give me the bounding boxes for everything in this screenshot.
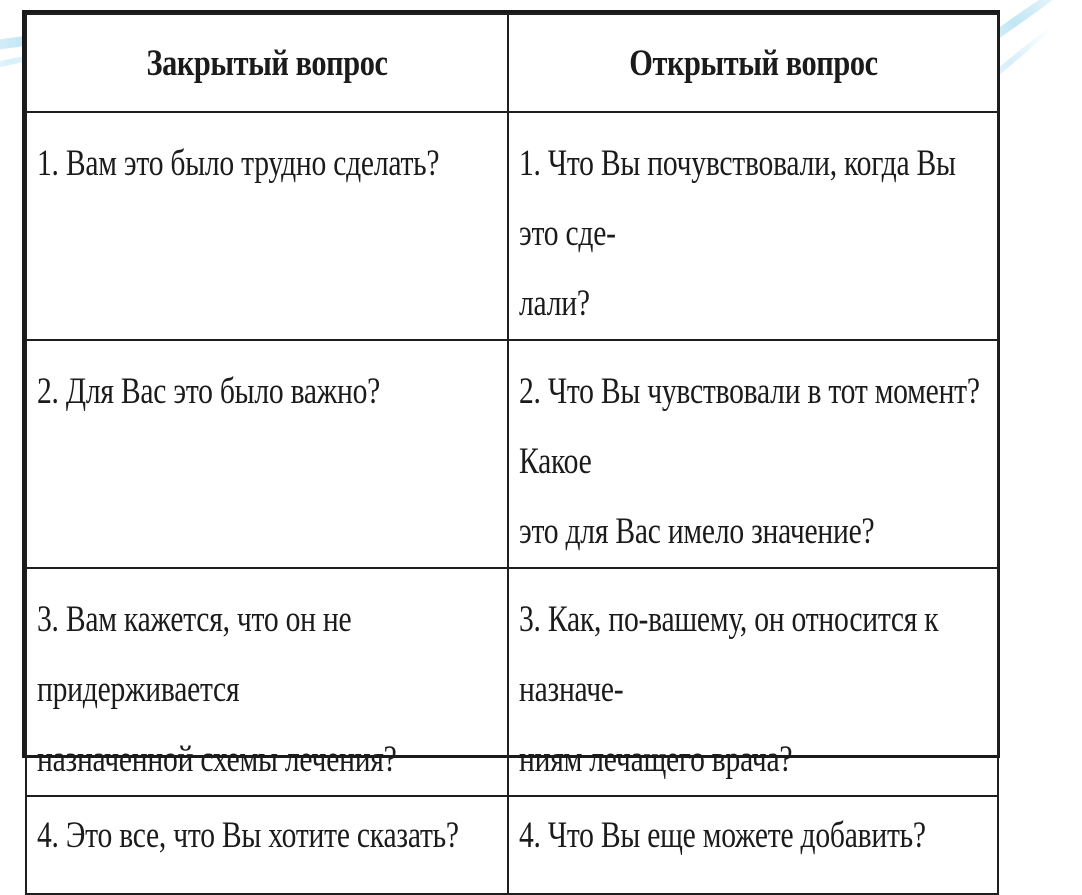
open-question-cell: 1. Что Вы почувствовали, когда Вы это сде- лали? xyxy=(508,112,998,340)
closed-question-cell: 1. Вам это было трудно сделать? xyxy=(26,112,508,340)
open-question-cell: 4. Что Вы еще можете добавить? xyxy=(508,796,998,894)
closed-question-cell: 4. Это все, что Вы хотите сказать? xyxy=(26,796,508,894)
table-header-row xyxy=(26,14,998,112)
header-closed-question: Закрытый вопрос xyxy=(26,14,508,112)
open-question-cell: 2. Что Вы чувствовали в тот момент? Какое это для Вас имело значение? xyxy=(508,340,998,568)
table-row xyxy=(26,340,998,568)
table-row xyxy=(26,568,998,796)
table-row xyxy=(26,796,998,894)
closed-question-cell: 2. Для Вас это было важно? xyxy=(26,340,508,568)
table-row xyxy=(26,112,998,340)
closed-question-cell: 3. Вам кажется, что он не придерживается назначенной схемы лечения? xyxy=(26,568,508,796)
header-open-question: Открытый вопрос xyxy=(508,14,998,112)
open-question-cell: 3. Как, по-вашему, он относится к назначе- ниям лечащего врача? xyxy=(508,568,998,796)
questions-table-frame xyxy=(22,10,1000,856)
questions-table xyxy=(25,13,999,895)
